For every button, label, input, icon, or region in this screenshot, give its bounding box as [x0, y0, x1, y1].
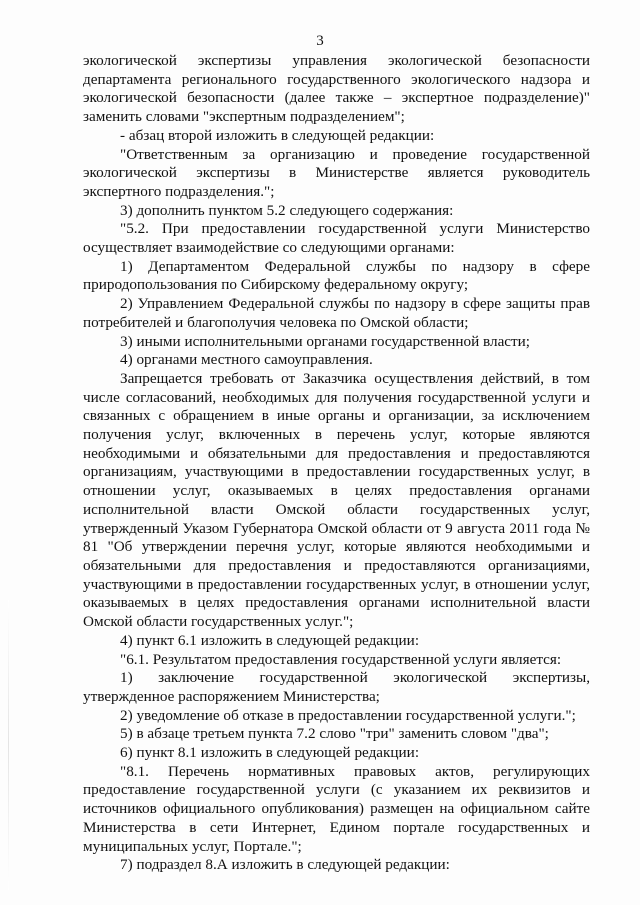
page-number: 3 [316, 33, 324, 49]
scan-margin-shadow [8, 600, 9, 890]
paragraph: 1) Департаментом Федеральной службы по надзору в сфере природопользования по Сибирскому федеральному округу; [83, 257, 590, 294]
paragraph: 1) заключение государственной экологической экспертизы, утвержденное распоряжением Министерства; [83, 669, 590, 705]
paragraph: "8.1. Перечень нормативных правовых актов, регулирующих предоставление государственной услуги (с указанием их реквизитов и источников официального опубликования) размещен на официальном сайте Министерства в сети Интернет, Едином портале государственных и муниципальных услуг, Портале."; [83, 762, 590, 855]
document-body [83, 52, 590, 875]
paragraph: экологической экспертизы управления экологической безопасности департамента регионального государственного экологического надзора и экологической безопасности (далее также – экспертное подразделение)" заменить словами "экспертным подразделением"; [83, 52, 590, 126]
paragraph: "6.1. Результатом предоставления государственной услуги является: [120, 650, 562, 668]
paragraph: 6) пункт 8.1 изложить в следующей редакции: [120, 744, 420, 762]
paragraph: "5.2. При предоставлении государственной услуги Министерство осуществляет взаимодействие со следующими органами: [83, 220, 590, 257]
paragraph: 2) уведомление об отказе в предоставлении государственной услуги."; [120, 706, 576, 724]
paragraph: 2) Управлением Федеральной службы по надзору в сфере защиты прав потребителей и благополучия человека по Омской области; [83, 295, 590, 331]
paragraph: 4) органами местного самоуправления. [120, 351, 373, 369]
paragraph: 5) в абзаце третьем пункта 7.2 слово "три" заменить словом "два"; [120, 725, 549, 743]
paragraph: 3) иными исполнительными органами государственной власти; [120, 332, 531, 350]
paragraph: Запрещается требовать от Заказчика осуществления действий, в том числе согласований, необходимых для получения государственной услуги и связанных с обращением в иные органы и организации, за исключением получения услуг, включенных в перечень услуг, которые являются необходимыми и обязательными для предоставления и предоставляются организациям, участвующими в предоставлении государственных услуг, в отношении услуг, оказываемых в целях предоставления органами исполнительной власти Омской области государственных услуг, утвержденный Указом Губернатора Омской области от 9 августа 2011 года № 81 "Об утверждении перечня услуг, которые являются необходимыми и обязательными для предоставления и предоставляются организациями, участвующими в предоставлении государственных услуг, в отношении услуг, оказываемых в целях предоставления органами исполнительной власти Омской области государственных услуг."; [83, 369, 590, 631]
paragraph: "Ответственным за организацию и проведение государственной экологической экспертизы в Министерстве является руководитель экспертного подразделения."; [83, 145, 590, 200]
paragraph: 4) пункт 6.1 изложить в следующей редакции: [120, 631, 420, 649]
paragraph: 7) подраздел 8.А изложить в следующей редакции: [120, 856, 450, 874]
paragraph: 3) дополнить пунктом 5.2 следующего содержания: [120, 201, 454, 219]
paragraph: - абзац второй изложить в следующей редакции: [120, 126, 435, 144]
